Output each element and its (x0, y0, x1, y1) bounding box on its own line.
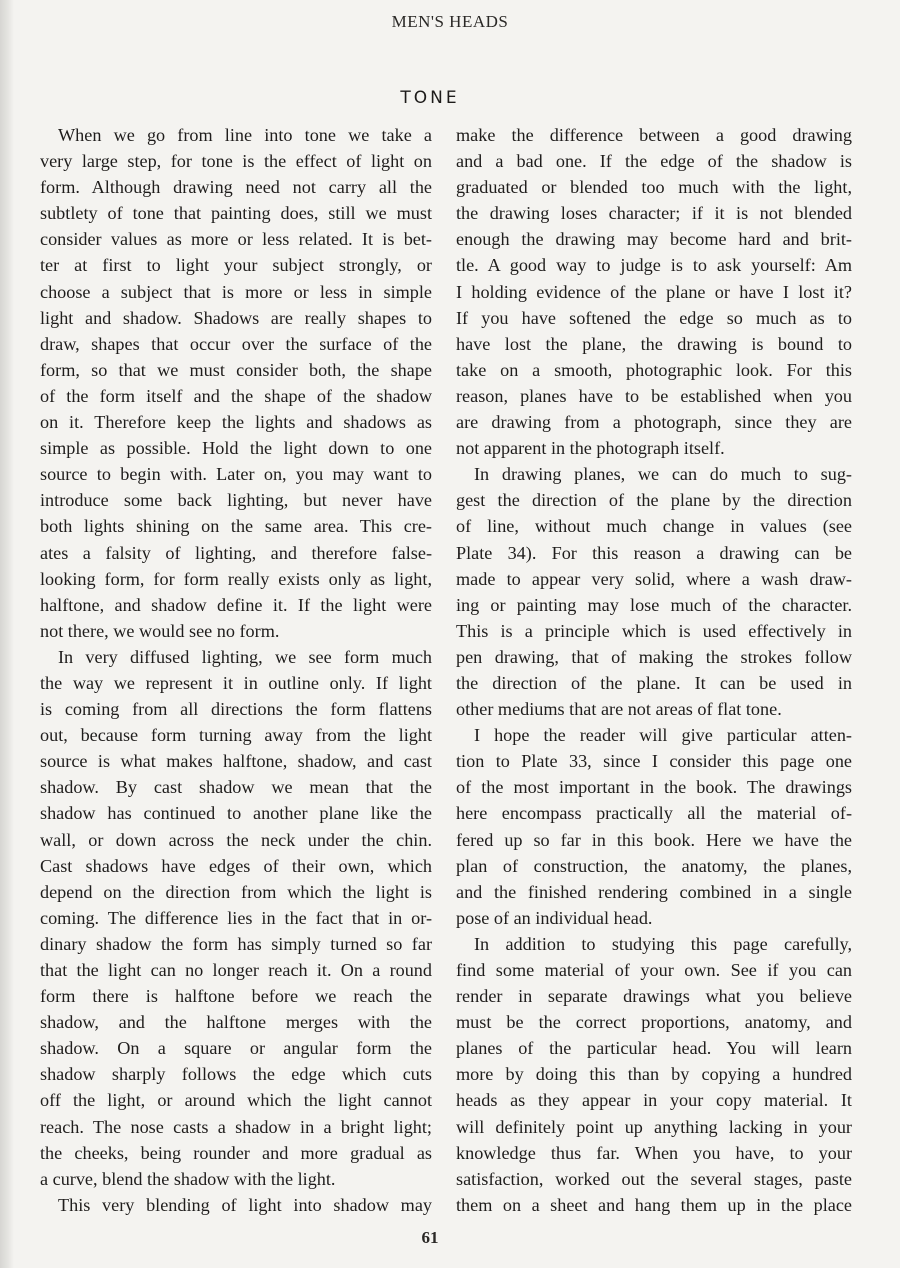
text-line: the way we represent it in outline only. If light (40, 672, 432, 693)
text-line: off the light, or around which the light cannot (40, 1090, 432, 1111)
text-line: are drawing from a photograph, since they are (456, 412, 852, 433)
text-line: satisfaction, worked out the several stages, paste (456, 1168, 852, 1189)
text-line: shadow sharply follows the edge which cuts (40, 1064, 432, 1085)
text-line: enough the drawing may become hard and brit- (456, 229, 852, 250)
text-line: In drawing planes, we can do much to sug- (474, 464, 852, 485)
text-line: subtlety of tone that painting does, still we must (40, 203, 432, 224)
running-head: MEN'S HEADS (391, 12, 509, 31)
text-line: shadow. On a square or angular form the (40, 1038, 432, 1059)
text-line: reach. The nose casts a shadow in a bright light; (40, 1116, 432, 1137)
right-column (456, 122, 852, 1218)
text-line: choose a subject that is more or less in simple (40, 281, 432, 302)
text-line: shadow has continued to another plane like the (40, 803, 432, 824)
text-line: and a bad one. If the edge of the shadow is (456, 151, 852, 172)
text-line: form there is halftone before we reach the (40, 986, 432, 1007)
text-line: consider values as more or less related. It is bet- (40, 229, 432, 250)
page-edge-shadow (0, 0, 14, 1268)
text-line: depend on the direction from which the light is (40, 881, 432, 902)
text-line: ter at first to light your subject strongly, or (40, 255, 432, 276)
text-line: reason, planes have to be established when you (456, 385, 852, 406)
text-line: not apparent in the photograph itself. (456, 438, 725, 459)
text-line: made to appear very solid, where a wash draw- (456, 568, 852, 589)
text-line: have lost the plane, the drawing is bound to (456, 333, 852, 354)
text-line: shadow, and the halftone merges with the (40, 1012, 432, 1033)
text-line: dinary shadow the form has simply turned so far (40, 933, 432, 954)
text-line: halftone, and shadow define it. If the light were (40, 594, 432, 615)
text-line: I hope the reader will give particular atten- (474, 725, 852, 746)
text-line: light and shadow. Shadows are really shapes to (40, 307, 432, 328)
text-line: Cast shadows have edges of their own, which (40, 855, 432, 876)
text-line: other mediums that are not areas of flat tone. (456, 699, 782, 720)
text-line: of the form itself and the shape of the shadow (40, 385, 432, 406)
text-line: tle. A good way to judge is to ask yourself: Am (456, 255, 852, 276)
text-line: Plate 34). For this reason a drawing can be (456, 542, 852, 563)
text-line: simple as possible. Hold the light down to one (40, 438, 432, 459)
text-line: make the difference between a good drawing (456, 125, 852, 145)
text-line: take on a smooth, photographic look. For this (456, 359, 852, 380)
text-line: a curve, blend the shadow with the light. (40, 1168, 336, 1189)
text-line: pen drawing, that of making the strokes follow (456, 646, 852, 667)
text-line: ates a falsity of lighting, and therefore false- (40, 542, 432, 563)
text-line: shadow. By cast shadow we mean that the (40, 777, 432, 798)
text-line: them on a sheet and hang them up in the place (456, 1194, 852, 1215)
text-line: planes of the particular head. You will learn (456, 1038, 852, 1059)
text-line: graduated or blended too much with the light, (456, 177, 852, 198)
text-line: wall, or down across the neck under the chin. (40, 829, 432, 850)
text-line: source to begin with. Later on, you may want to (40, 464, 432, 485)
section-title: TONE (400, 88, 460, 108)
text-line: ing or painting may lose much of the character. (456, 594, 852, 615)
text-line: coming. The difference lies in the fact that in or- (40, 907, 432, 928)
text-line: more by doing this than by copying a hundred (456, 1064, 852, 1085)
text-line: In very diffused lighting, we see form much (58, 646, 432, 667)
left-column (40, 122, 432, 1218)
text-line: that the light can no longer reach it. On a round (40, 960, 432, 980)
text-line: gest the direction of the plane by the direction (456, 490, 852, 511)
text-line: very large step, for tone is the effect of light on (40, 151, 432, 172)
text-line: This very blending of light into shadow may (58, 1194, 432, 1215)
text-line: looking form, for form really exists only as light, (40, 568, 432, 589)
text-line: out, because form turning away from the light (40, 725, 432, 746)
text-line: When we go from line into tone we take a (58, 125, 432, 145)
text-line: of line, without much change in values (see (456, 516, 852, 537)
text-line: both lights shining on the same area. This cre- (40, 516, 432, 537)
text-line: source is what makes halftone, shadow, and cast (40, 751, 432, 772)
text-line: I holding evidence of the plane or have I lost it? (456, 281, 852, 302)
text-line: the drawing loses character; if it is not blended (456, 203, 852, 224)
text-line: render in separate drawings what you believe (456, 986, 852, 1007)
text-line: form, so that we must consider both, the shape (40, 359, 432, 380)
text-line: introduce some back lighting, but never have (40, 490, 432, 511)
text-line: find some material of your own. See if you can (456, 960, 852, 980)
text-line: pose of an individual head. (456, 907, 653, 928)
text-line: fered up so far in this book. Here we have the (456, 829, 852, 850)
text-line: here encompass practically all the material of- (456, 803, 852, 824)
text-line: not there, we would see no form. (40, 620, 280, 641)
text-line: knowledge thus far. When you have, to your (456, 1142, 852, 1163)
text-line: plan of construction, the anatomy, the planes, (456, 855, 852, 876)
text-line: draw, shapes that occur over the surface of the (40, 333, 432, 354)
text-line: heads as they appear in your copy material. It (456, 1090, 852, 1111)
text-line: on it. Therefore keep the lights and shadows as (40, 412, 432, 433)
text-line: will definitely point up anything lacking in your (456, 1116, 852, 1137)
text-line: tion to Plate 33, since I consider this page one (456, 751, 852, 772)
text-line: the direction of the plane. It can be used in (456, 672, 852, 693)
text-line: of the most important in the book. The drawings (456, 777, 852, 798)
text-line: the cheeks, being rounder and more gradual as (40, 1142, 432, 1163)
page-number: 61 (421, 1228, 439, 1247)
text-line: This is a principle which is used effectively in (456, 620, 852, 641)
text-line: In addition to studying this page carefully, (474, 933, 852, 954)
text-line: form. Although drawing need not carry all the (40, 177, 432, 198)
text-line: If you have softened the edge so much as to (456, 307, 852, 328)
text-line: and the finished rendering combined in a single (456, 881, 852, 902)
text-line: must be the correct proportions, anatomy, and (456, 1012, 852, 1033)
text-line: is coming from all directions the form flattens (40, 699, 432, 720)
